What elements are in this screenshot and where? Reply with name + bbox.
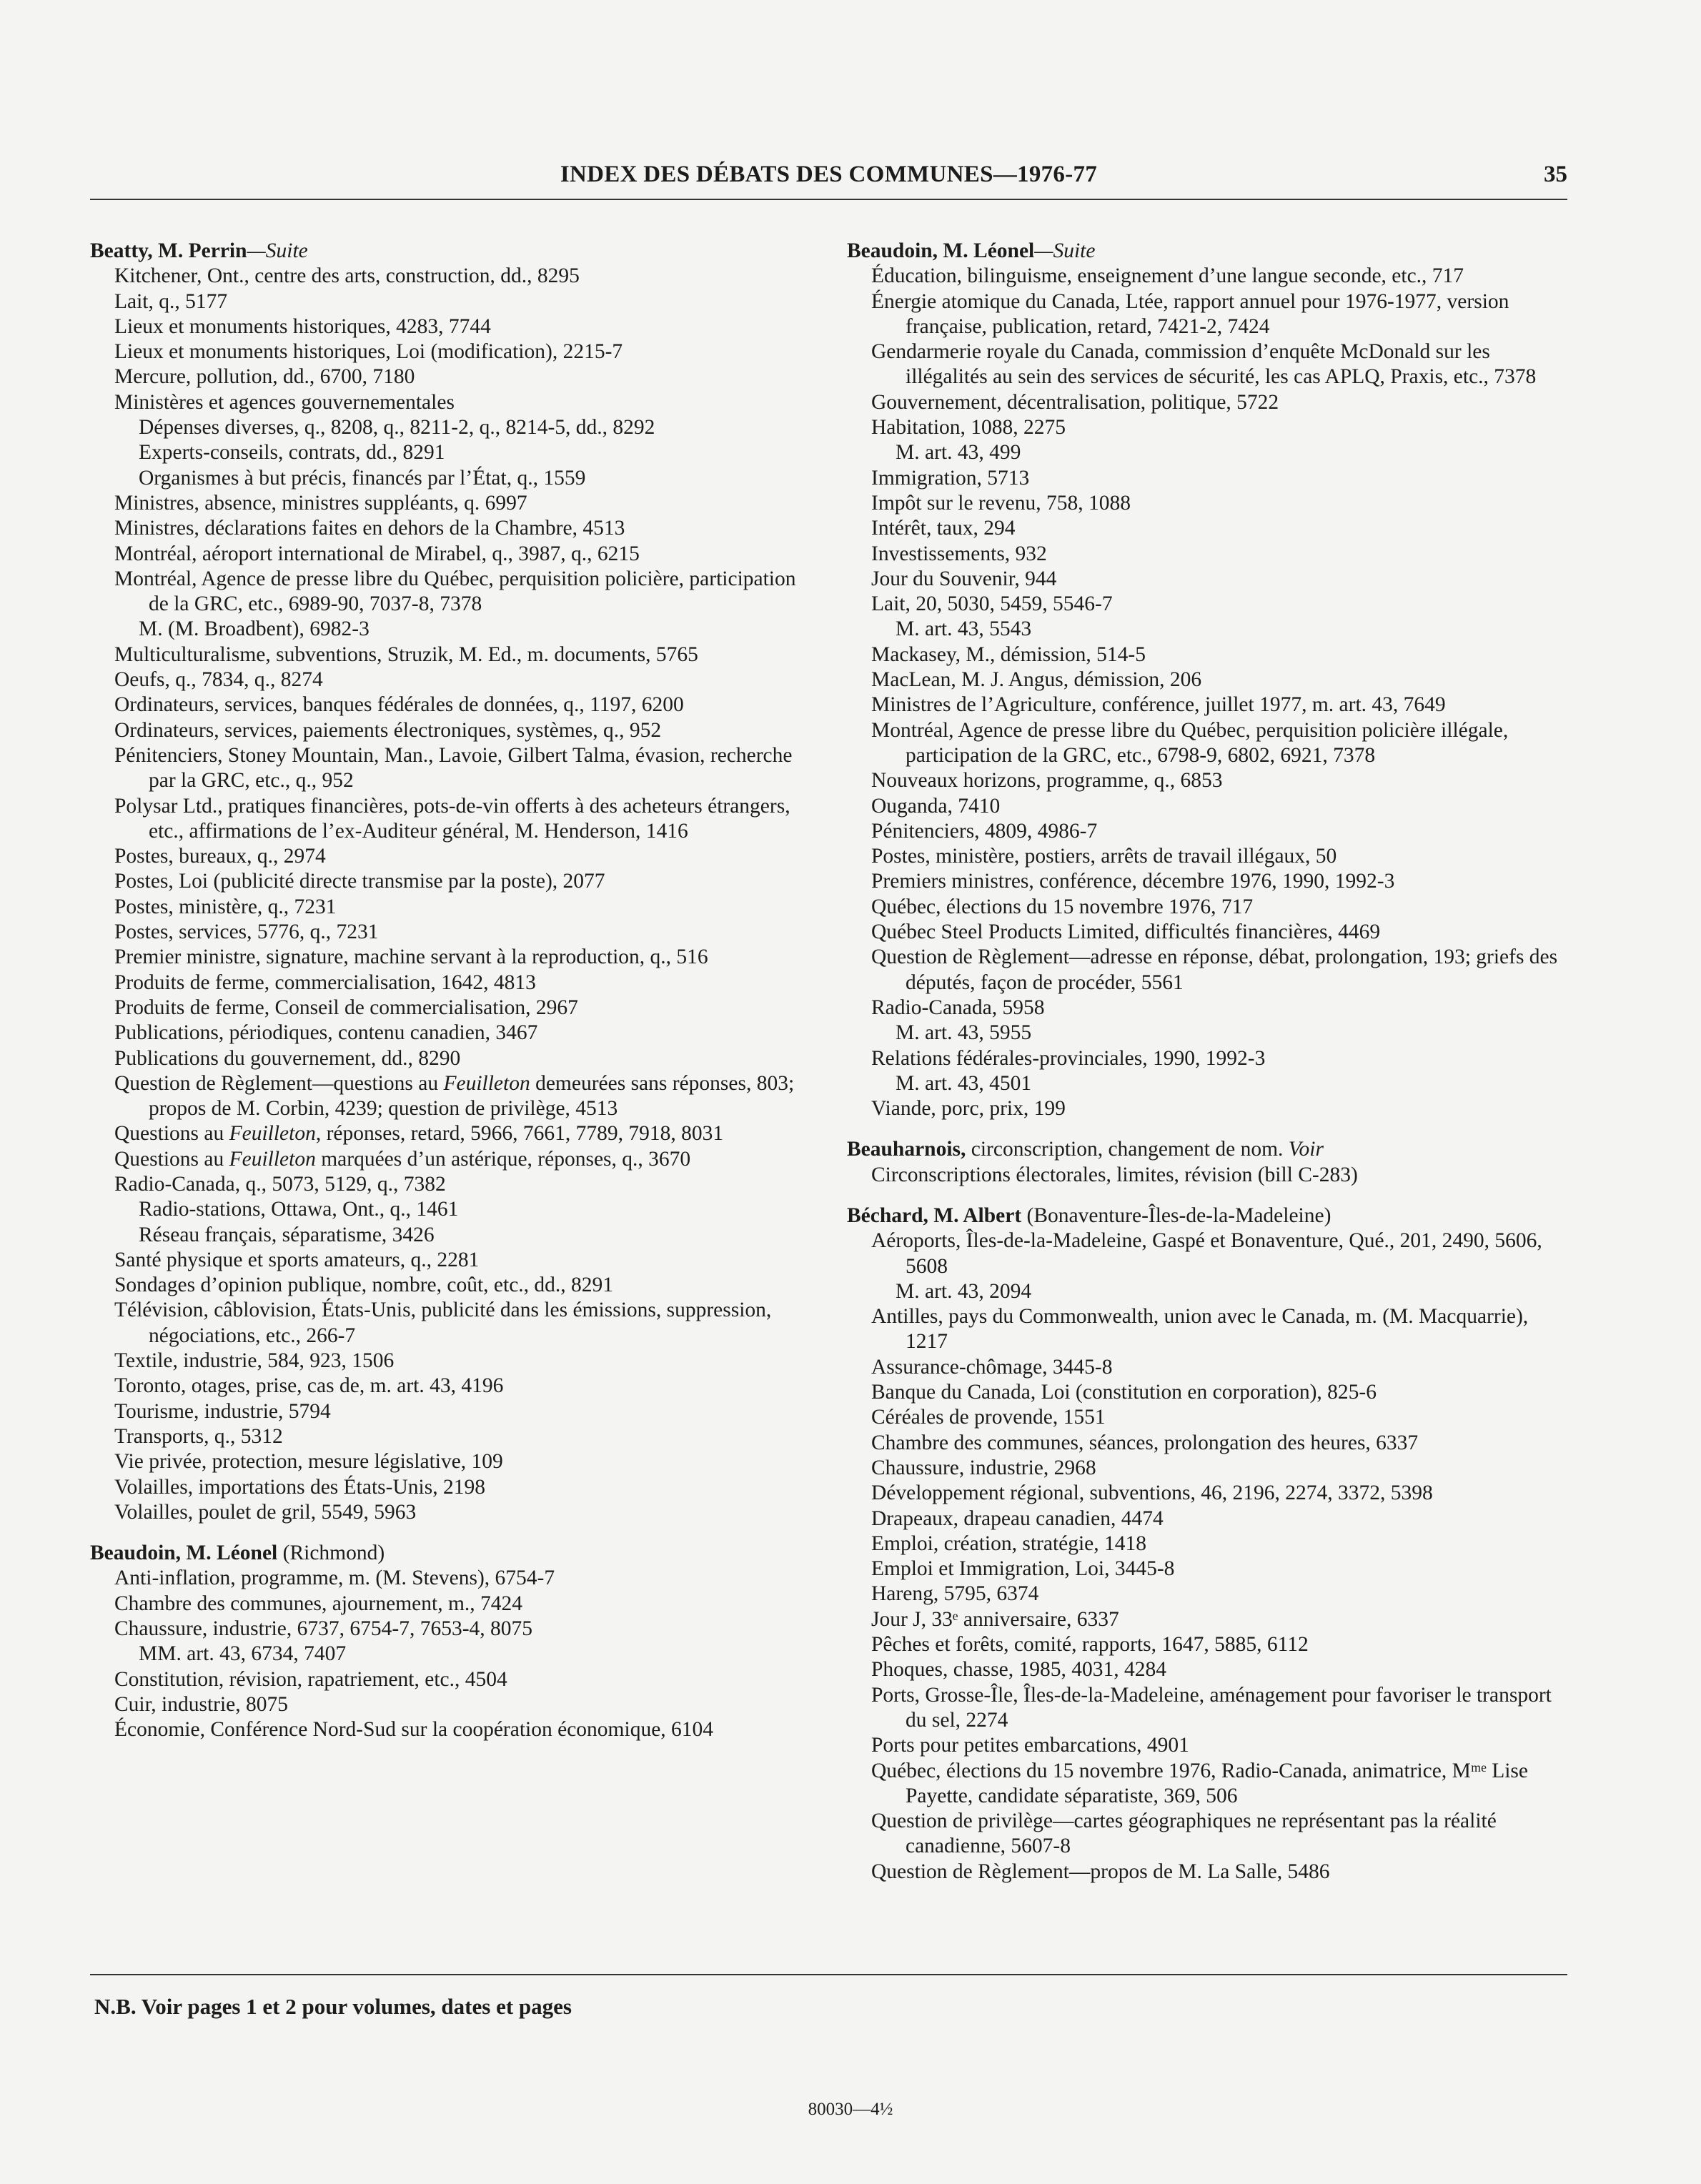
index-item: Toronto, otages, prise, cas de, m. art. 43, 4196 <box>114 1374 504 1398</box>
index-subentry: Dépenses diverses, q., 8208, q., 8211-2, q., 8214-5, dd., 8292 <box>139 416 655 440</box>
index-item: Ordinateurs, services, banques fédérales de données, q., 1197, 6200 <box>114 693 684 717</box>
index-item: Ministres de l’Agriculture, conférence, juillet 1977, m. art. 43, 7649 <box>871 693 1446 717</box>
index-item: Montréal, Agence de presse libre du Québec, perquisition policière, participation de la GRC, etc., 6989-90, 7037-8, 7378 <box>114 567 796 616</box>
index-item: Montréal, aéroport international de Mirabel, q., 3987, q., 6215 <box>114 542 640 565</box>
index-item: Investissements, 932 <box>871 542 1047 565</box>
index-subentry: Experts-conseils, contrats, dd., 8291 <box>139 441 445 465</box>
index-item: Oeufs, q., 7834, q., 8274 <box>114 668 323 692</box>
index-subentry: Radio-stations, Ottawa, Ont., q., 1461 <box>139 1198 459 1221</box>
index-item: Volailles, poulet de gril, 5549, 5963 <box>114 1500 417 1524</box>
index-item: Publications, périodiques, contenu canadien, 3467 <box>114 1021 538 1045</box>
continued-label: —Suite <box>1034 239 1096 262</box>
index-subentry: M. art. 43, 499 <box>896 441 1021 465</box>
index-item: Emploi et Immigration, Loi, 3445-8 <box>871 1557 1175 1581</box>
index-item: Développement régional, subventions, 46, 2196, 2274, 3372, 5398 <box>871 1481 1433 1505</box>
index-column-left <box>90 239 819 1743</box>
page-number: 35 <box>1544 162 1567 187</box>
member-name: Beatty, M. Perrin <box>90 239 247 262</box>
index-subentry: M. art. 43, 4501 <box>896 1071 1032 1095</box>
index-item: Multiculturalisme, subventions, Struzik, M. Ed., m. documents, 5765 <box>114 642 698 666</box>
index-item: Pénitenciers, 4809, 4986-7 <box>871 819 1098 843</box>
page-title: INDEX DES DÉBATS DES COMMUNES—1976-77 <box>560 162 1098 187</box>
index-item: Céréales de provende, 1551 <box>871 1406 1106 1429</box>
index-item: Transports, q., 5312 <box>114 1424 283 1448</box>
member-name: Beaudoin, M. Léonel <box>90 1542 278 1565</box>
index-item: Relations fédérales-provinciales, 1990, 1992-3 <box>871 1046 1266 1070</box>
index-item: Lait, q., 5177 <box>114 289 228 313</box>
entry-heading <box>847 239 1572 264</box>
member-name: Beaudoin, M. Léonel <box>847 239 1035 262</box>
index-item: Radio-Canada, q., 5073, 5129, q., 7382 <box>114 1172 446 1196</box>
index-item: Gouvernement, décentralisation, politique, 5722 <box>871 390 1279 414</box>
index-item: Cuir, industrie, 8075 <box>114 1692 289 1716</box>
index-item: Québec Steel Products Limited, difficultés financières, 4469 <box>871 920 1381 944</box>
index-item: Constitution, révision, rapatriement, etc., 4504 <box>114 1667 507 1691</box>
footer-note: N.B. Voir pages 1 et 2 pour volumes, dates et pages <box>94 1994 572 2019</box>
index-item: Hareng, 5795, 6374 <box>871 1582 1039 1606</box>
index-item: Lieux et monuments historiques, 4283, 7744 <box>114 314 491 338</box>
index-entry <box>847 239 1572 1121</box>
index-item: Ministères et agences gouvernementales <box>114 390 455 414</box>
footer-rule <box>90 1974 1567 1975</box>
index-entry <box>847 1137 1572 1188</box>
index-item: Question de Règlement—adresse en réponse, débat, prolongation, 193; griefs des députés, façon de procéder, 5561 <box>871 945 1558 994</box>
index-item: Anti-inflation, programme, m. (M. Stevens), 6754-7 <box>114 1567 555 1590</box>
index-item: Ports, Grosse-Île, Îles-de-la-Madeleine, aménagement pour favoriser le transport du sel, 2274 <box>871 1683 1552 1732</box>
index-subentry: M. art. 43, 5955 <box>896 1021 1032 1045</box>
index-item: Radio-Canada, 5958 <box>871 996 1045 1019</box>
running-head <box>90 162 1567 200</box>
index-item: Lait, 20, 5030, 5459, 5546-7 <box>871 592 1113 616</box>
index-item: Jour J, 33ᵉ anniversaire, 6337 <box>871 1607 1119 1631</box>
index-item: Question de privilège—cartes géographiques ne représentant pas la réalité canadienne, 5607-8 <box>871 1810 1497 1858</box>
index-entry <box>847 1203 1572 1885</box>
index-item: Produits de ferme, Conseil de commercialisation, 2967 <box>114 996 578 1019</box>
index-item: MacLean, M. J. Angus, démission, 206 <box>871 668 1202 692</box>
index-item: Tourisme, industrie, 5794 <box>114 1399 331 1423</box>
index-item: Antilles, pays du Commonwealth, union avec le Canada, m. (M. Macquarrie), 1217 <box>871 1305 1529 1354</box>
index-item: Lieux et monuments historiques, Loi (modification), 2215-7 <box>114 340 623 364</box>
index-item: Québec, élections du 15 novembre 1976, Radio-Canada, animatrice, Mᵐᵉ Lise Payette, candidate séparatiste, 369, 506 <box>871 1759 1528 1807</box>
index-item: Télévision, câblovision, États-Unis, publicité dans les émissions, suppression, négociations, etc., 266-7 <box>114 1299 772 1347</box>
index-item: Produits de ferme, commercialisation, 1642, 4813 <box>114 971 536 994</box>
index-item: Viande, porc, prix, 199 <box>871 1097 1066 1121</box>
index-item: Volailles, importations des États-Unis, 2198 <box>114 1475 485 1499</box>
index-item: Sondages d’opinion publique, nombre, coût, etc., dd., 8291 <box>114 1274 614 1297</box>
index-item: Ministres, absence, ministres suppléants, q. 6997 <box>114 491 527 515</box>
entry-heading <box>847 1137 1572 1162</box>
index-item: Postes, ministère, postiers, arrêts de travail illégaux, 50 <box>871 845 1337 868</box>
index-item: Pénitenciers, Stoney Mountain, Man., Lavoie, Gilbert Talma, évasion, recherche par la GRC, etc., q., 952 <box>114 743 793 793</box>
index-item: Ports pour petites embarcations, 4901 <box>871 1734 1189 1757</box>
index-item: Montréal, Agence de presse libre du Québec, perquisition policière illégale, participation de la GRC, etc., 6798-9, 6802, 6921, 7378 <box>871 718 1509 767</box>
index-item: Polysar Ltd., pratiques financières, pots-de-vin offerts à des acheteurs étrangers, etc., affirmations de l’ex-Auditeur général, M. Henderson, 1416 <box>114 794 790 843</box>
index-item: Ouganda, 7410 <box>871 794 1001 818</box>
index-item: Intérêt, taux, 294 <box>871 517 1016 540</box>
index-item: Ordinateurs, services, paiements électroniques, systèmes, q., 952 <box>114 718 662 742</box>
index-item: Chaussure, industrie, 2968 <box>871 1456 1096 1479</box>
index-subentry: M. art. 43, 5543 <box>896 617 1032 641</box>
index-item: Phoques, chasse, 1985, 4031, 4284 <box>871 1658 1166 1682</box>
index-item: Québec, élections du 15 novembre 1976, 717 <box>871 895 1254 918</box>
index-item: Aéroports, Îles-de-la-Madeleine, Gaspé et Bonaventure, Qué., 201, 2490, 5606, 5608 <box>871 1229 1542 1278</box>
index-item: Énergie atomique du Canada, Ltée, rapport annuel pour 1976-1977, version française, publication, retard, 7421-2, 7424 <box>871 289 1509 338</box>
index-item: Chambre des communes, séances, prolongation des heures, 6337 <box>871 1431 1419 1454</box>
index-item: Premiers ministres, conférence, décembre 1976, 1990, 1992-3 <box>871 870 1395 893</box>
index-item: Santé physique et sports amateurs, q., 2281 <box>114 1248 480 1271</box>
index-entry <box>90 1541 819 1742</box>
printer-folio: 80030—4½ <box>808 2100 893 2119</box>
index-item: Questions au Feuilleton, réponses, retard, 5966, 7661, 7789, 7918, 8031 <box>114 1122 724 1146</box>
index-item: Postes, Loi (publicité directe transmise par la poste), 2077 <box>114 870 605 893</box>
index-item: Jour du Souvenir, 944 <box>871 567 1057 590</box>
index-item: Éducation, bilinguisme, enseignement d’une langue seconde, etc., 717 <box>871 264 1464 288</box>
entry-heading <box>847 1203 1572 1228</box>
index-item: Nouveaux horizons, programme, q., 6853 <box>871 769 1223 793</box>
index-item: Kitchener, Ont., centre des arts, construction, dd., 8295 <box>114 264 580 288</box>
index-item: Postes, bureaux, q., 2974 <box>114 845 326 868</box>
index-item: Publications du gouvernement, dd., 8290 <box>114 1046 461 1070</box>
index-item: Textile, industrie, 584, 923, 1506 <box>114 1349 395 1373</box>
entry-heading <box>90 1541 819 1566</box>
index-item: Banque du Canada, Loi (constitution en corporation), 825-6 <box>871 1381 1377 1404</box>
index-item: Question de Règlement—propos de M. La Salle, 5486 <box>871 1860 1330 1883</box>
index-item: Vie privée, protection, mesure législative, 109 <box>114 1450 503 1474</box>
see-reference: Circonscriptions électorales, limites, révision (bill C-283) <box>871 1163 1358 1186</box>
see-reference-label: Voir <box>1288 1138 1324 1161</box>
index-item: Emploi, création, stratégie, 1418 <box>871 1532 1147 1555</box>
index-subentry: Réseau français, séparatisme, 3426 <box>139 1223 435 1246</box>
index-item: Mackasey, M., démission, 514-5 <box>871 642 1146 666</box>
index-item: Assurance-chômage, 3445-8 <box>871 1355 1113 1379</box>
index-item: Postes, services, 5776, q., 7231 <box>114 920 379 944</box>
member-name: Beauharnois, <box>847 1138 966 1161</box>
index-item: Ministres, déclarations faites en dehors de la Chambre, 4513 <box>114 517 625 540</box>
index-subentry: M. (M. Broadbent), 6982-3 <box>139 617 370 641</box>
index-item: Questions au Feuilleton marquées d’un astérique, réponses, q., 3670 <box>114 1147 691 1171</box>
continued-label: —Suite <box>247 239 308 262</box>
index-subentry: M. art. 43, 2094 <box>896 1279 1032 1303</box>
index-item: Chambre des communes, ajournement, m., 7424 <box>114 1592 523 1615</box>
index-subentry: MM. art. 43, 6734, 7407 <box>139 1642 347 1666</box>
index-item: Drapeaux, drapeau canadien, 4474 <box>871 1507 1164 1530</box>
index-item: Immigration, 5713 <box>871 466 1030 490</box>
index-item: Économie, Conférence Nord-Sud sur la coopération économique, 6104 <box>114 1718 714 1742</box>
index-item: Impôt sur le revenu, 758, 1088 <box>871 491 1131 515</box>
entry-note: (Bonaventure-Îles-de-la-Madeleine) <box>1021 1203 1331 1227</box>
index-item: Pêches et forêts, comité, rapports, 1647, 5885, 6112 <box>871 1633 1309 1657</box>
member-name: Béchard, M. Albert <box>847 1203 1022 1227</box>
index-item: Habitation, 1088, 2275 <box>871 416 1066 440</box>
entry-note: circonscription, changement de nom. <box>966 1138 1289 1161</box>
index-item: Gendarmerie royale du Canada, commission d’enquête McDonald sur les illégalités au sein des services de sécurité, les cas APLQ, Praxis, etc., 7378 <box>871 340 1537 389</box>
index-item: Postes, ministère, q., 7231 <box>114 895 337 918</box>
index-subentry: Organismes à but précis, financés par l’État, q., 1559 <box>139 466 586 490</box>
index-column-right <box>847 239 1572 1885</box>
index-entry <box>90 239 819 1525</box>
index-item: Premier ministre, signature, machine servant à la reproduction, q., 516 <box>114 945 708 969</box>
index-item: Mercure, pollution, dd., 6700, 7180 <box>114 365 415 389</box>
entry-note: (Richmond) <box>277 1542 385 1565</box>
entry-heading <box>90 239 819 264</box>
index-item: Chaussure, industrie, 6737, 6754-7, 7653-4, 8075 <box>114 1617 533 1641</box>
index-item: Question de Règlement—questions au Feuilleton demeurées sans réponses, 803; propos de M. Corbin, 4239; question de privilège, 4513 <box>114 1071 795 1121</box>
